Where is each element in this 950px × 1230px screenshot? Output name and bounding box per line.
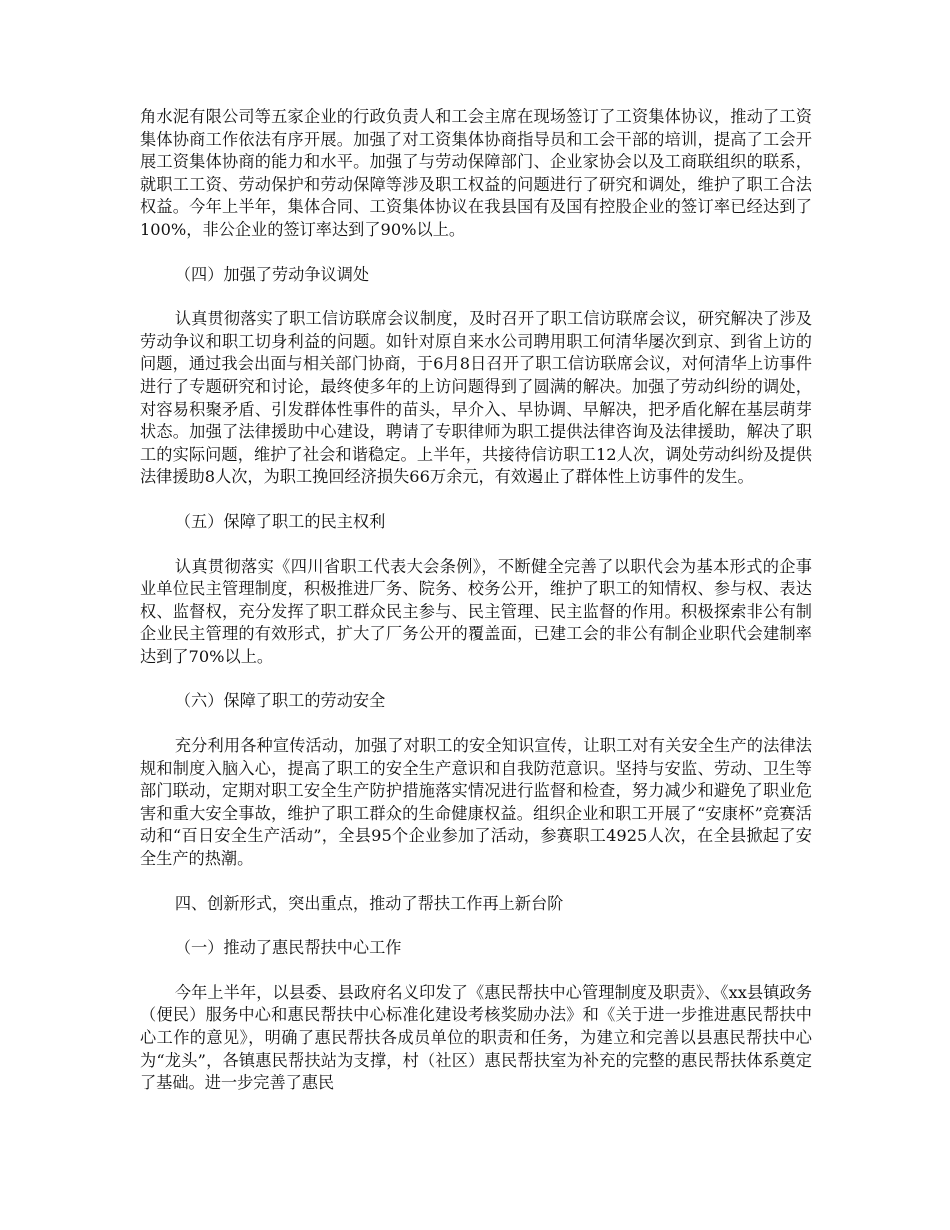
section-heading-1: （一）推动了惠民帮扶中心工作 <box>174 938 402 958</box>
body-paragraph-4: 充分利用各种宣传活动，加强了对职工的安全知识宣传，让职工对有关安全生产的法律法规和制度入脑入心，提高了职工的安全生产意识和自我防范意识。坚持与安监、劳动、卫生等部门联动，定期对职工安全生产防护措施落实情况进行监督和检查，努力减少和避免了职业危害和重大安全事故，维护了职工群众的生命健康权益。组织企业和职工开展了“安康杯”竞赛活动和“百日安全生产活动”，全县95个企业参加了活动，参赛职工4925人次，在全县掀起了安全生产的热潮。 <box>140 736 812 869</box>
section-heading-5: （五）保障了职工的民主权利 <box>174 511 386 531</box>
section-heading-4: （四）加强了劳动争议调处 <box>174 264 370 284</box>
body-paragraph-5: 今年上半年，以县委、县政府名义印发了《惠民帮扶中心管理制度及职责》、《xx县镇政务（便民）服务中心和惠民帮扶中心标准化建设考核奖励办法》和《关于进一步推进惠民帮扶中心工作的意见》，明确了惠民帮扶各成员单位的职责和任务，为建立和完善以县惠民帮扶中心为“龙头”，各镇惠民帮扶站为支撑，村（社区）惠民帮扶室为补充的完整的惠民帮扶体系奠定了基础。进一步完善了惠民 <box>140 982 812 1093</box>
document-page <box>140 106 812 1117</box>
body-paragraph-2: 认真贯彻落实了职工信访联席会议制度，及时召开了职工信访联席会议，研究解决了涉及劳动争议和职工切身利益的问题。如针对原自来水公司聘用职工何清华屡次到京、到省上访的问题，通过我会出面与相关部门协商，于6月8日召开了职工信访联席会议，对何清华上访事件进行了专题研究和讨论，最终使多年的上访问题得到了圆满的解决。加强了劳动纠纷的调处，对容易积聚矛盾、引发群体性事件的苗头，早介入、早协调、早解决，把矛盾化解在基层萌芽状态。加强了法律援助中心建设，聘请了专职律师为职工提供法律咨询及法律援助，解决了职工的实际问题，维护了社会和谐稳定。上半年，共接待信访职工12人次，调处劳动纠纷及提供法律援助8人次，为职工挽回经济损失66万余元，有效遏止了群体性上访事件的发生。 <box>140 309 812 487</box>
chapter-heading-4: 四、创新形式，突出重点，推动了帮扶工作再上新台阶 <box>174 893 564 913</box>
body-paragraph-1: 角水泥有限公司等五家企业的行政负责人和工会主席在现场签订了工资集体协议，推动了工资集体协商工作依法有序开展。加强了对工资集体协商指导员和工会干部的培训，提高了工会开展工资集体协商的能力和水平。加强了与劳动保障部门、企业家协会以及工商联组织的联系，就职工工资、劳动保护和劳动保障等涉及职工权益的问题进行了研究和调处，维护了职工合法权益。今年上半年，集体合同、工资集体协议在我县国有及国有控股企业的签订率已经达到了100%，非公企业的签订率达到了90%以上。 <box>140 107 812 239</box>
section-heading-6: （六）保障了职工的劳动安全 <box>174 691 386 711</box>
body-paragraph-3: 认真贯彻落实《四川省职工代表大会条例》，不断健全完善了以职代会为基本形式的企事业单位民主管理制度，积极推进厂务、院务、校务公开，维护了职工的知情权、参与权、表达权、监督权，充分发挥了职工群众民主参与、民主管理、民主监督的作用。积极探索非公有制企业民主管理的有效形式，扩大了厂务公开的覆盖面，已建工会的非公有制企业职代会建制率达到了70%以上。 <box>140 556 812 666</box>
